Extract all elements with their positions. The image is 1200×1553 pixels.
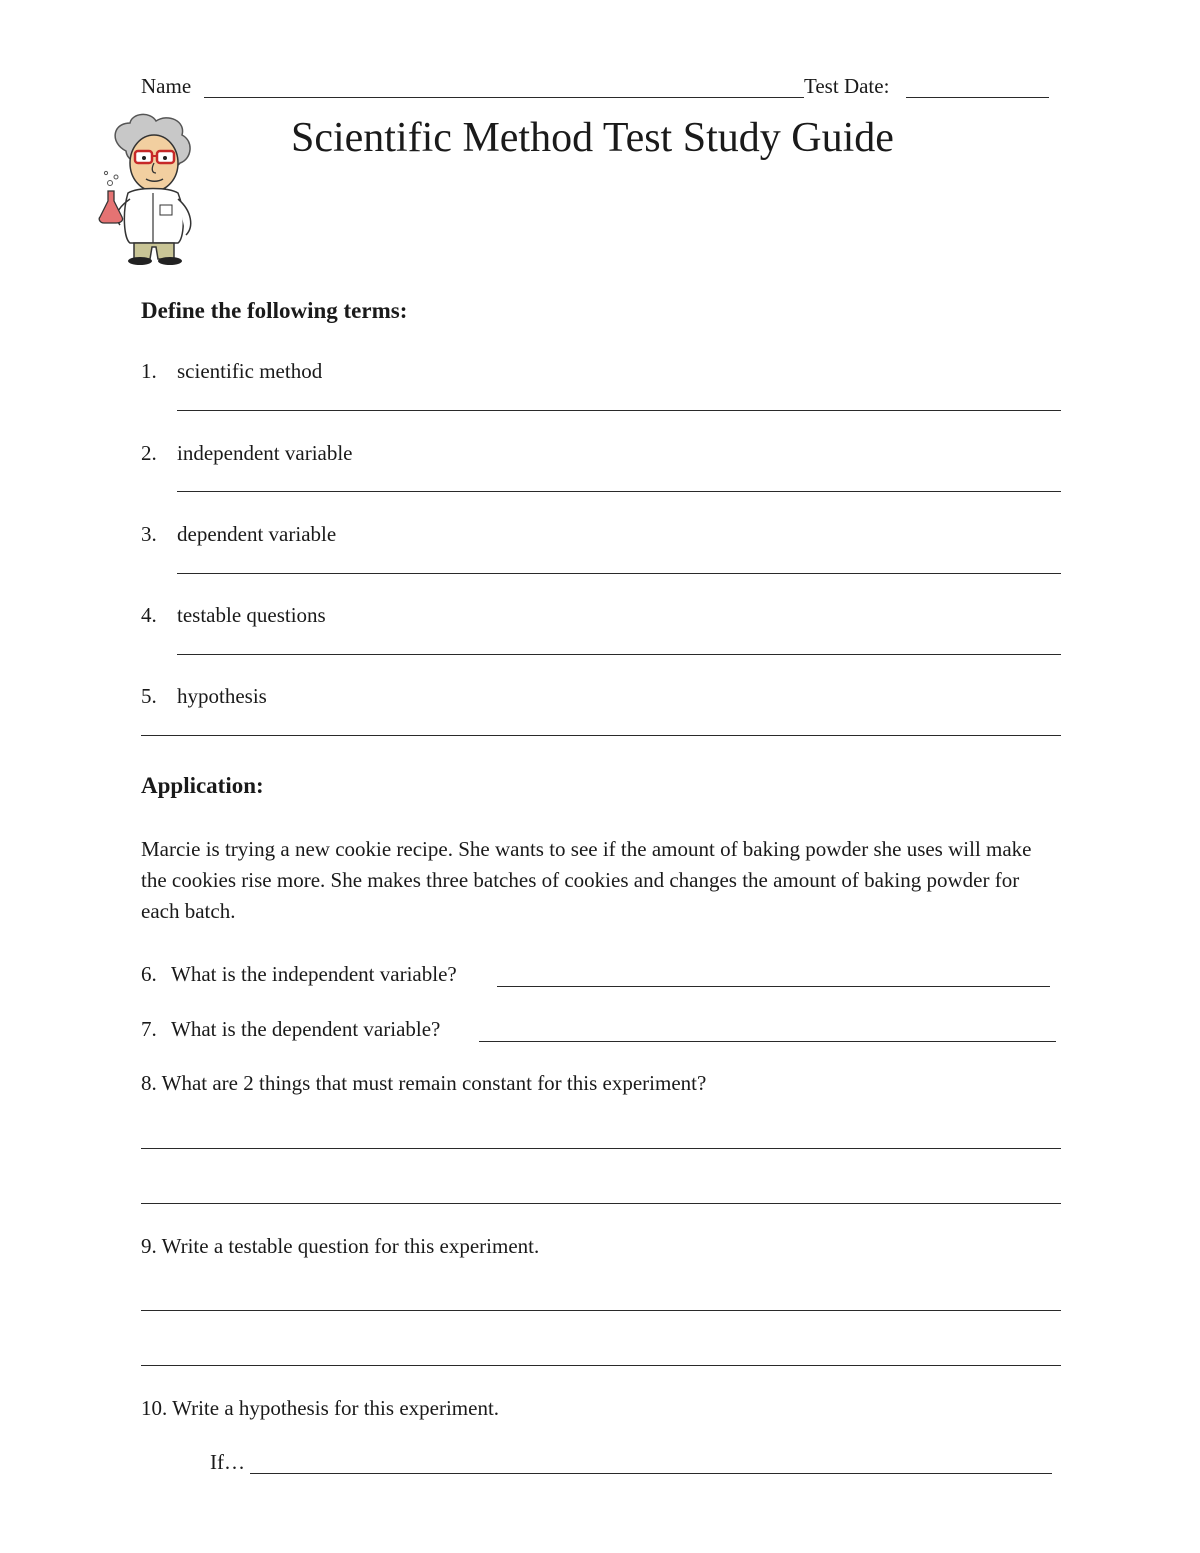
scientist-cartoon-icon xyxy=(88,113,213,265)
test-date-label: Test Date: xyxy=(804,74,890,98)
question-9-answer-line-2[interactable] xyxy=(141,1365,1061,1366)
define-item-number: 1. xyxy=(141,359,157,383)
question-6-text: What is the independent variable? xyxy=(171,962,457,986)
define-item-number: 3. xyxy=(141,522,157,546)
name-field-line[interactable] xyxy=(204,97,804,98)
application-heading: Application: xyxy=(141,773,264,798)
question-10-answer-line[interactable] xyxy=(250,1473,1052,1474)
question-8-text: 8. What are 2 things that must remain constant for this experiment? xyxy=(141,1071,707,1095)
define-item-number: 2. xyxy=(141,441,157,465)
question-7-text: What is the dependent variable? xyxy=(171,1017,441,1041)
question-number: 7. xyxy=(141,1017,157,1041)
define-term-hypothesis: hypothesis xyxy=(177,684,267,708)
application-paragraph: Marcie is trying a new cookie recipe. She wants to see if the amount of baking powder she uses will make the cookies rise more. She makes three batches of cookies and changes the amount of baking powder for each batch. xyxy=(141,837,1032,923)
define-heading: Define the following terms: xyxy=(141,298,408,323)
question-9-text: 9. Write a testable question for this experiment. xyxy=(141,1234,540,1258)
question-8-answer-line-1[interactable] xyxy=(141,1148,1061,1149)
define-term-dependent-variable: dependent variable xyxy=(177,522,337,546)
question-9-answer-line-1[interactable] xyxy=(141,1310,1061,1311)
define-term-independent-variable: independent variable xyxy=(177,441,353,465)
answer-line-4[interactable] xyxy=(177,654,1061,655)
question-6-answer-line[interactable] xyxy=(497,986,1050,987)
name-label: Name xyxy=(141,74,192,98)
question-8-answer-line-2[interactable] xyxy=(141,1203,1061,1204)
if-label: If… xyxy=(210,1450,245,1474)
test-date-field-line[interactable] xyxy=(906,97,1049,98)
define-item-number: 5. xyxy=(141,684,157,708)
define-term-testable-questions: testable questions xyxy=(177,603,326,627)
question-7-answer-line[interactable] xyxy=(479,1041,1056,1042)
answer-line-1[interactable] xyxy=(177,410,1061,411)
define-term-scientific-method: scientific method xyxy=(177,359,323,383)
question-10-text: 10. Write a hypothesis for this experiment. xyxy=(141,1396,500,1420)
answer-line-3[interactable] xyxy=(177,573,1061,574)
answer-line-2[interactable] xyxy=(177,491,1061,492)
page-title: Scientific Method Test Study Guide xyxy=(291,115,894,161)
define-item-number: 4. xyxy=(141,603,157,627)
question-number: 6. xyxy=(141,962,157,986)
answer-line-5[interactable] xyxy=(141,735,1061,736)
